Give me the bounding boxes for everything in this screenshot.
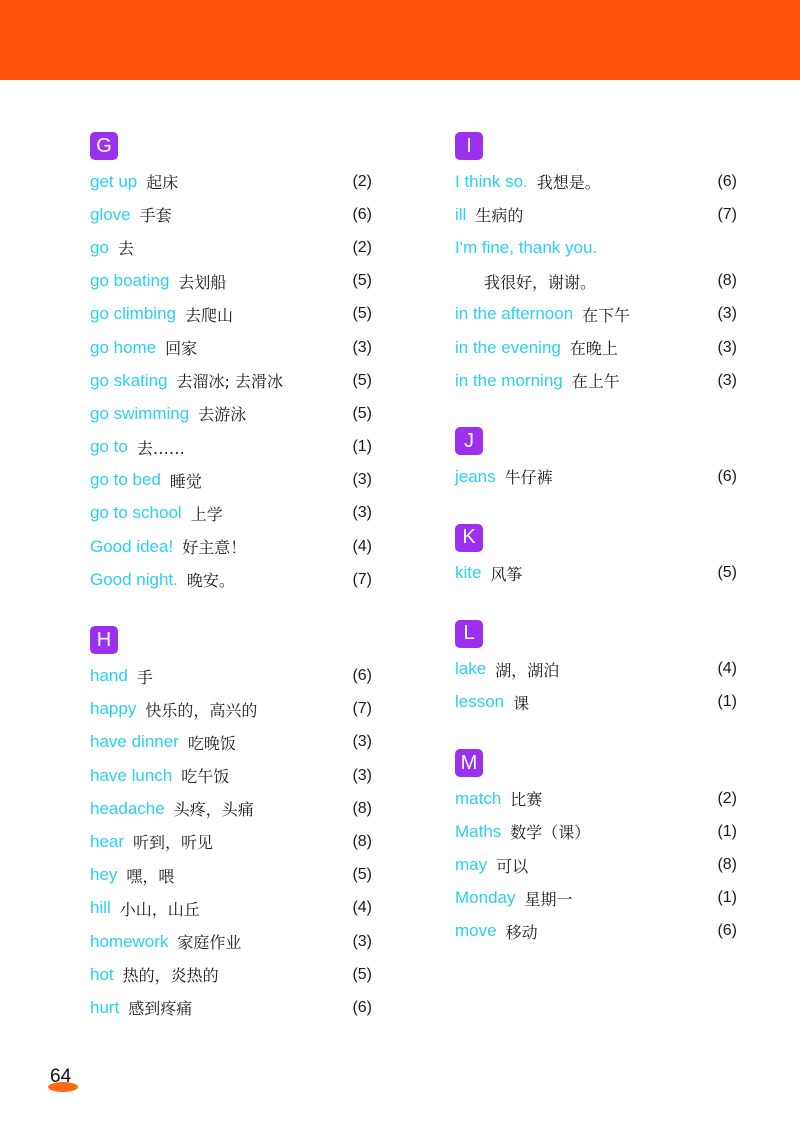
- chinese-meaning: 牛仔裤: [504, 468, 553, 488]
- chinese-meaning: 睡觉: [169, 471, 202, 491]
- english-word: match: [455, 788, 502, 808]
- chinese-meaning: 手套: [139, 206, 172, 226]
- chinese-meaning: 家庭作业: [177, 933, 242, 953]
- right-column: [455, 132, 737, 978]
- left-column: [90, 132, 372, 1055]
- english-word: go swimming: [90, 403, 190, 423]
- vocab-entry: [90, 497, 372, 530]
- english-word: may: [455, 855, 488, 875]
- english-word: I'm fine, thank you.: [455, 237, 598, 257]
- unit-number: (5): [352, 371, 372, 389]
- unit-number: (8): [352, 832, 372, 850]
- vocab-entry: [455, 848, 737, 881]
- chinese-meaning: 小山，山丘: [119, 899, 200, 919]
- section-h: [90, 626, 372, 1024]
- vocab-entry: [455, 882, 737, 915]
- chinese-meaning: 上学: [190, 504, 223, 524]
- chinese-meaning: 去游泳: [198, 405, 247, 425]
- letter-badge-l: L: [455, 620, 483, 648]
- vocab-entry: [90, 364, 372, 397]
- english-word: lake: [455, 659, 487, 679]
- unit-number: (3): [717, 371, 737, 389]
- unit-number: (2): [717, 789, 737, 807]
- chinese-meaning: 风筝: [490, 564, 523, 584]
- page-number: [48, 1066, 78, 1094]
- vocab-entry: [455, 915, 737, 948]
- english-word: Good night.: [90, 569, 178, 589]
- english-word: have lunch: [90, 765, 173, 785]
- vocab-entry: [90, 693, 372, 726]
- unit-number: (2): [352, 172, 372, 190]
- chinese-meaning: 吃晚饭: [187, 733, 236, 753]
- unit-number: (4): [352, 899, 372, 917]
- english-word: glove: [90, 204, 131, 224]
- vocab-entry: [90, 198, 372, 231]
- unit-number: (8): [352, 799, 372, 817]
- vocab-entry: [455, 686, 737, 719]
- chinese-meaning: 课: [513, 693, 530, 713]
- unit-number: (3): [352, 733, 372, 751]
- entry-list: [455, 653, 737, 719]
- vocab-entry: [90, 298, 372, 331]
- entry-list: [455, 782, 737, 948]
- english-word: kite: [455, 563, 482, 583]
- entry-list: [90, 659, 372, 1024]
- english-word: hey: [90, 865, 118, 885]
- unit-number: (6): [717, 172, 737, 190]
- top-banner: [0, 0, 800, 80]
- unit-number: (6): [352, 205, 372, 223]
- section-g: [90, 132, 372, 596]
- chinese-meaning: 星期一: [524, 889, 573, 909]
- letter-badge-h: H: [90, 626, 118, 654]
- chinese-meaning: 去爬山: [185, 305, 234, 325]
- vocab-entry: [90, 331, 372, 364]
- english-word: hot: [90, 964, 114, 984]
- vocab-entry: [455, 331, 737, 364]
- chinese-meaning: 吃午饭: [181, 767, 230, 787]
- english-word: hurt: [90, 997, 120, 1017]
- vocab-entry: [455, 198, 737, 231]
- vocab-entry: [455, 782, 737, 815]
- chinese-meaning: 嘿，喂: [126, 866, 175, 886]
- chinese-meaning: 晚安。: [186, 571, 235, 591]
- chinese-meaning: 好主意！: [182, 538, 247, 558]
- letter-badge-g: G: [90, 132, 118, 160]
- vocab-entry: [455, 557, 737, 590]
- chinese-meaning: 回家: [165, 339, 198, 359]
- vocab-entry: [90, 892, 372, 925]
- chinese-meaning: 头疼，头痛: [173, 800, 254, 820]
- vocab-entry: [90, 530, 372, 563]
- unit-number: (3): [352, 932, 372, 950]
- chinese-meaning: 手: [136, 667, 153, 687]
- vocab-entry: [90, 726, 372, 759]
- vocab-entry: [90, 659, 372, 692]
- chinese-meaning: 我很好，谢谢。: [484, 272, 597, 292]
- section-m: [455, 749, 737, 948]
- letter-badge-j: J: [455, 427, 483, 455]
- vocab-entry: [455, 298, 737, 331]
- vocab-entry: [455, 460, 737, 493]
- english-word: in the afternoon: [455, 304, 574, 324]
- english-word: go: [90, 237, 109, 257]
- vocab-entry: [455, 364, 737, 397]
- vocab-entry: [90, 958, 372, 991]
- chinese-meaning: 我想是。: [536, 173, 601, 193]
- chinese-meaning: 在晚上: [569, 339, 618, 359]
- chinese-meaning: 去: [117, 239, 134, 259]
- chinese-meaning: 快乐的，高兴的: [145, 700, 258, 720]
- section-i: [455, 132, 737, 397]
- torn-edge-decoration: [0, 55, 800, 85]
- unit-number: (6): [717, 922, 737, 940]
- vocab-entry: [90, 165, 372, 198]
- section-j: [455, 427, 737, 493]
- english-word: have dinner: [90, 732, 179, 752]
- english-word: go skating: [90, 370, 168, 390]
- english-word: in the evening: [455, 337, 561, 357]
- vocab-entry: [90, 991, 372, 1024]
- english-word: lesson: [455, 692, 505, 712]
- letter-badge-m: M: [455, 749, 483, 777]
- entry-list: [455, 460, 737, 493]
- chinese-meaning: 生病的: [475, 206, 524, 226]
- unit-number: (5): [352, 965, 372, 983]
- vocab-entry: [455, 165, 737, 198]
- unit-number: (1): [717, 693, 737, 711]
- english-word: I think so.: [455, 171, 528, 191]
- english-word: hill: [90, 898, 111, 918]
- vocab-entry: [455, 815, 737, 848]
- vocab-entry: [90, 925, 372, 958]
- english-word: headache: [90, 798, 165, 818]
- unit-number: (8): [717, 856, 737, 874]
- vocab-entry: [90, 859, 372, 892]
- unit-number: (3): [352, 504, 372, 522]
- unit-number: (7): [717, 205, 737, 223]
- entry-list: [90, 165, 372, 596]
- vocab-entry: [90, 563, 372, 596]
- english-word: Monday: [455, 888, 516, 908]
- chinese-meaning: 湖，湖泊: [495, 660, 560, 680]
- chinese-meaning: 听到，听见: [133, 833, 214, 853]
- unit-number: (3): [352, 338, 372, 356]
- chinese-meaning: 去……: [136, 438, 185, 458]
- english-word: go boating: [90, 271, 170, 291]
- vocab-entry: [90, 431, 372, 464]
- chinese-meaning: 去溜冰; 去滑冰: [176, 372, 283, 392]
- unit-number: (5): [352, 404, 372, 422]
- english-word: move: [455, 921, 497, 941]
- vocab-entry: [90, 792, 372, 825]
- vocab-entry-continuation: [455, 265, 737, 298]
- section-k: [455, 524, 737, 590]
- english-word: Good idea!: [90, 536, 174, 556]
- unit-number: (3): [352, 766, 372, 784]
- english-word: go to: [90, 437, 128, 457]
- unit-number: (5): [352, 272, 372, 290]
- unit-number: (7): [352, 700, 372, 718]
- vocab-entry: [90, 397, 372, 430]
- english-word: go to bed: [90, 470, 161, 490]
- unit-number: (4): [717, 660, 737, 678]
- unit-number: (3): [717, 305, 737, 323]
- unit-number: (4): [352, 537, 372, 555]
- letter-badge-k: K: [455, 524, 483, 552]
- english-word: ill: [455, 204, 467, 224]
- english-word: in the morning: [455, 370, 563, 390]
- vocab-entry: [90, 464, 372, 497]
- chinese-meaning: 在上午: [571, 372, 620, 392]
- unit-number: (3): [352, 471, 372, 489]
- vocab-entry: [90, 231, 372, 264]
- english-word: jeans: [455, 466, 496, 486]
- chinese-meaning: 起床: [146, 173, 179, 193]
- unit-number: (6): [717, 467, 737, 485]
- unit-number: (8): [717, 272, 737, 290]
- entry-list: [455, 165, 737, 397]
- english-word: get up: [90, 171, 138, 191]
- page-number-text: 64: [50, 1066, 72, 1087]
- vocab-entry: [90, 825, 372, 858]
- chinese-meaning: 感到疼痛: [128, 999, 193, 1019]
- vocab-entry: [455, 653, 737, 686]
- chinese-meaning: 热的，炎热的: [122, 966, 219, 986]
- unit-number: (6): [352, 667, 372, 685]
- chinese-meaning: 去划船: [178, 272, 227, 292]
- chinese-meaning: 可以: [496, 856, 529, 876]
- chinese-meaning: 移动: [505, 922, 538, 942]
- vocab-entry: [90, 265, 372, 298]
- unit-number: (2): [352, 238, 372, 256]
- unit-number: (5): [717, 564, 737, 582]
- english-word: hear: [90, 831, 125, 851]
- chinese-meaning: 比赛: [510, 790, 543, 810]
- entry-list: [455, 557, 737, 590]
- unit-number: (1): [352, 438, 372, 456]
- english-word: happy: [90, 699, 137, 719]
- section-l: [455, 620, 737, 719]
- unit-number: (1): [717, 822, 737, 840]
- english-word: homework: [90, 931, 169, 951]
- unit-number: (1): [717, 889, 737, 907]
- vocab-entry: [455, 231, 737, 264]
- english-word: Maths: [455, 821, 502, 841]
- letter-badge-i: I: [455, 132, 483, 160]
- unit-number: (5): [352, 305, 372, 323]
- vocab-entry: [90, 759, 372, 792]
- chinese-meaning: 在下午: [582, 305, 631, 325]
- unit-number: (3): [717, 338, 737, 356]
- unit-number: (5): [352, 866, 372, 884]
- english-word: hand: [90, 666, 128, 686]
- unit-number: (7): [352, 570, 372, 588]
- english-word: go climbing: [90, 304, 176, 324]
- english-word: go to school: [90, 503, 182, 523]
- english-word: go home: [90, 337, 157, 357]
- unit-number: (6): [352, 998, 372, 1016]
- chinese-meaning: 数学（课）: [510, 823, 591, 843]
